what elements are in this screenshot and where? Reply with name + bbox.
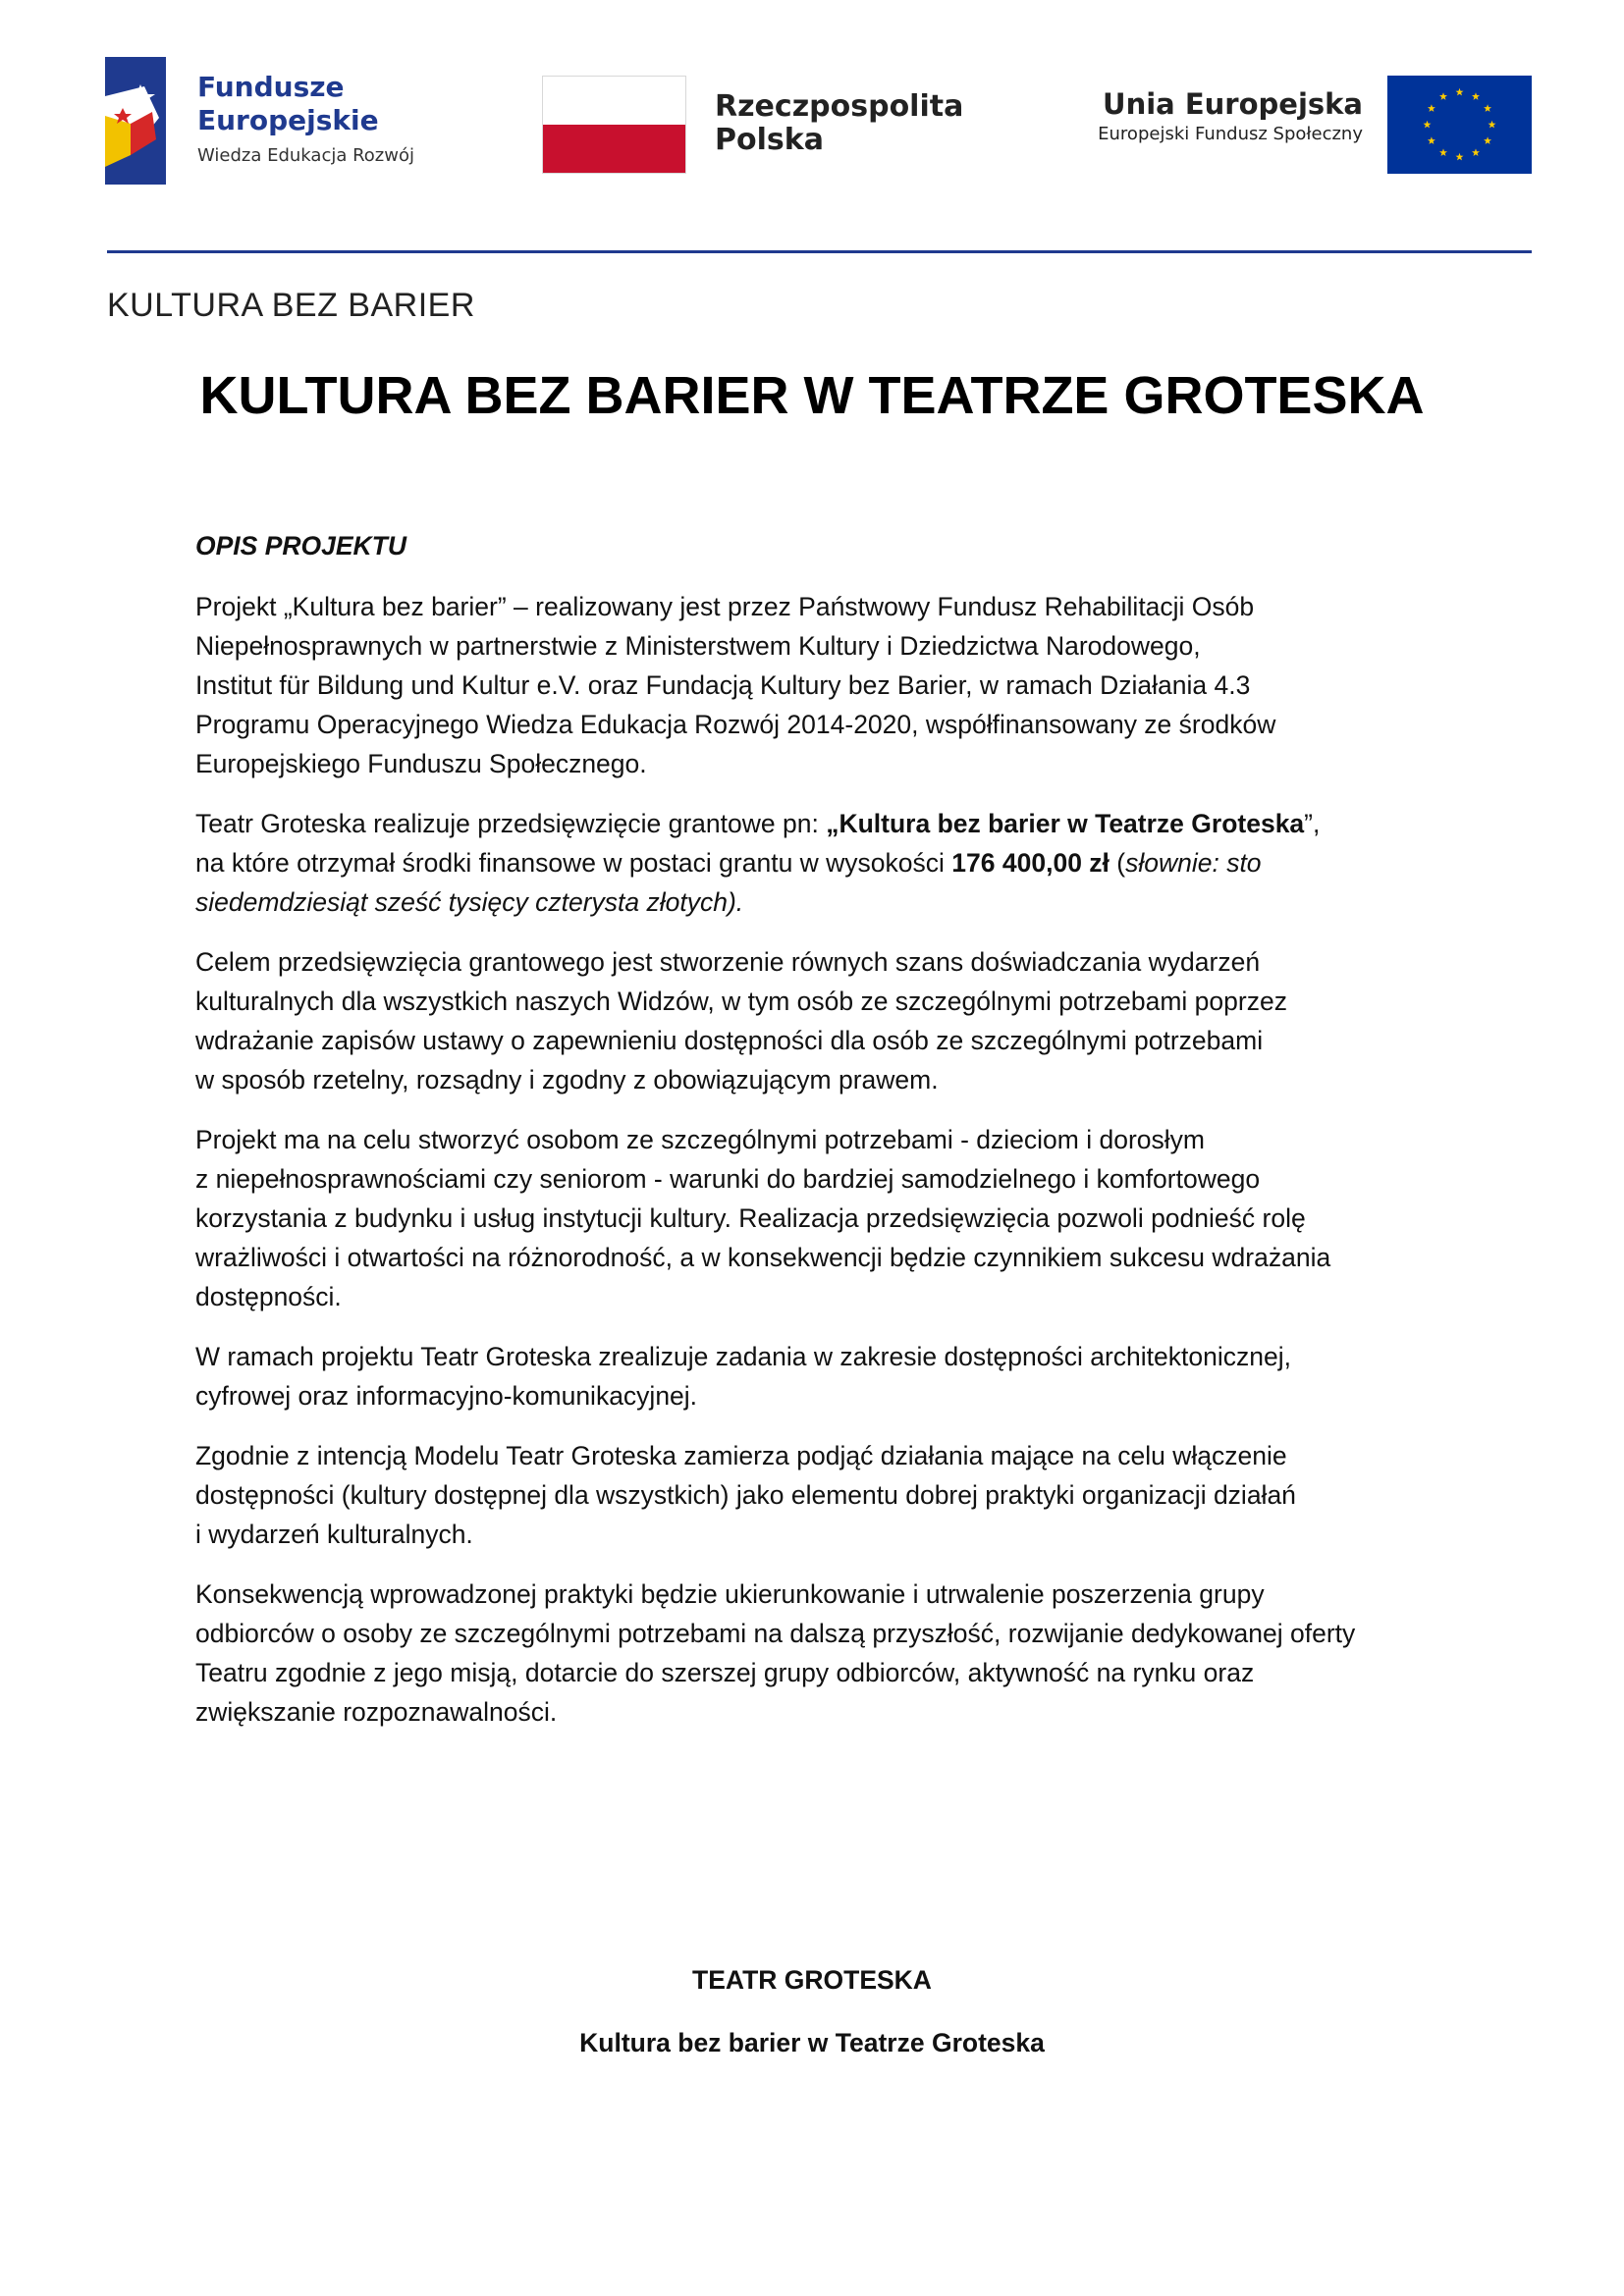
footer-project: Kultura bez barier w Teatrze Groteska [579, 2028, 1045, 2057]
text-line: Konsekwencją wprowadzonej praktyki będzie ukierunkowanie i utrwalenie poszerzenia grupy [195, 1579, 1265, 1609]
header-divider [107, 250, 1532, 253]
unia-line1: Unia Europejska [1103, 87, 1363, 121]
fundusze-europejskie-logo [105, 57, 459, 185]
paragraph-7 [195, 1575, 1472, 1732]
document-body [195, 526, 1472, 1752]
paragraph-5 [195, 1337, 1472, 1415]
text-line: i wydarzeń kulturalnych. [195, 1520, 473, 1549]
text-line: siedemdziesiąt sześć tysięcy czterysta złotych). [195, 887, 744, 917]
text-line: Programu Operacyjnego Wiedza Edukacja Rozwój 2014-2020, współfinansowany ze środków [195, 710, 1276, 739]
text-line: na które otrzymał środki finansowe w postaci grantu w wysokości 176 400,00 zł (słownie: sto [195, 848, 1262, 878]
paragraph-2 [195, 804, 1472, 922]
text-line: zwiększanie rozpoznawalności. [195, 1697, 558, 1727]
text-line: cyfrowej oraz informacyjno-komunikacyjnej. [195, 1381, 698, 1411]
section-heading: OPIS PROJEKTU [195, 531, 406, 561]
text-line: Niepełnosprawnych w partnerstwie z Ministerstwem Kultury i Dziedzictwa Narodowego, [195, 631, 1201, 661]
grant-amount: 176 400,00 zł [951, 848, 1110, 878]
text-line: W ramach projektu Teatr Groteska zrealizuje zadania w zakresie dostępności architektonicznej, [195, 1342, 1291, 1371]
footer-institution: TEATR GROTESKA [692, 1965, 932, 1995]
text-line: dostępności. [195, 1282, 342, 1311]
unia-line2: Europejski Fundusz Społeczny [1098, 124, 1363, 144]
text-line: Teatru zgodnie z jego misją, dotarcie do szerszej grupy odbiorców, aktywność na rynku oraz [195, 1658, 1255, 1687]
fundusze-line1: Fundusze [197, 71, 345, 103]
rzeczpospolita-line2: Polska [715, 123, 824, 157]
text-line: kulturalnych dla wszystkich naszych Widzów, w tym osób ze szczególnymi potrzebami poprzez [195, 987, 1287, 1016]
paragraph-4 [195, 1120, 1472, 1316]
paragraph-1 [195, 587, 1472, 783]
text-line: w sposób rzetelny, rozsądny i zgodny z obowiązującym prawem. [195, 1065, 939, 1095]
text-line: dostępności (kultury dostępnej dla wszystkich) jako elementu dobrej praktyki organizacji działań [195, 1480, 1296, 1510]
paragraph-3 [195, 942, 1472, 1099]
text-line: Teatr Groteska realizuje przedsięwzięcie grantowe pn: „Kultura bez barier w Teatrze Groteska”, [195, 809, 1321, 838]
rzeczpospolita-polska-logo [542, 76, 974, 174]
fundusze-line3: Wiedza Edukacja Rozwój [197, 145, 414, 166]
text-line: Institut für Bildung und Kultur e.V. oraz Fundacją Kultury bez Barier, w ramach Działania 4.3 [195, 670, 1251, 700]
fundusze-europejskie-symbol-icon [105, 57, 174, 185]
text-line: Projekt ma na celu stworzyć osobom ze szczególnymi potrzebami - dzieciom i dorosłym [195, 1125, 1205, 1154]
rzeczpospolita-line1: Rzeczpospolita [715, 89, 964, 124]
unia-europejska-logo [1049, 76, 1540, 176]
text-line: wdrażanie zapisów ustawy o zapewnieniu dostępności dla osób ze szczególnymi potrzebami [195, 1026, 1264, 1055]
text-line: Europejskiego Funduszu Społecznego. [195, 749, 647, 778]
page-title: KULTURA BEZ BARIER W TEATRZE GROTESKA [199, 366, 1425, 425]
poland-flag-icon [542, 76, 686, 174]
eu-flag-icon [1387, 76, 1532, 174]
project-name: „Kultura bez barier w Teatrze Groteska [826, 809, 1305, 838]
text-line: z niepełnosprawnościami czy seniorom - warunki do bardziej samodzielnego i komfortowego [195, 1164, 1261, 1194]
section-label: KULTURA BEZ BARIER [107, 287, 475, 324]
logo-bar [0, 0, 1624, 236]
text-line: Celem przedsięwzięcia grantowego jest stworzenie równych szans doświadczania wydarzeń [195, 947, 1261, 977]
text-line: Projekt „Kultura bez barier” – realizowany jest przez Państwowy Fundusz Rehabilitacji Osób [195, 592, 1255, 621]
text-line: odbiorców o osoby ze szczególnymi potrzebami na dalszą przyszłość, rozwijanie dedykowanej oferty [195, 1619, 1356, 1648]
text-line: Zgodnie z intencją Modelu Teatr Groteska zamierza podjąć działania mające na celu włączenie [195, 1441, 1287, 1470]
fundusze-line2: Europejskie [197, 104, 379, 136]
text-line: korzystania z budynku i usług instytucji kultury. Realizacja przedsięwzięcia pozwoli podnieść rolę [195, 1203, 1306, 1233]
text-line: wrażliwości i otwartości na różnorodność, a w konsekwencji będzie czynnikiem sukcesu wdrażania [195, 1243, 1331, 1272]
paragraph-6 [195, 1436, 1472, 1554]
